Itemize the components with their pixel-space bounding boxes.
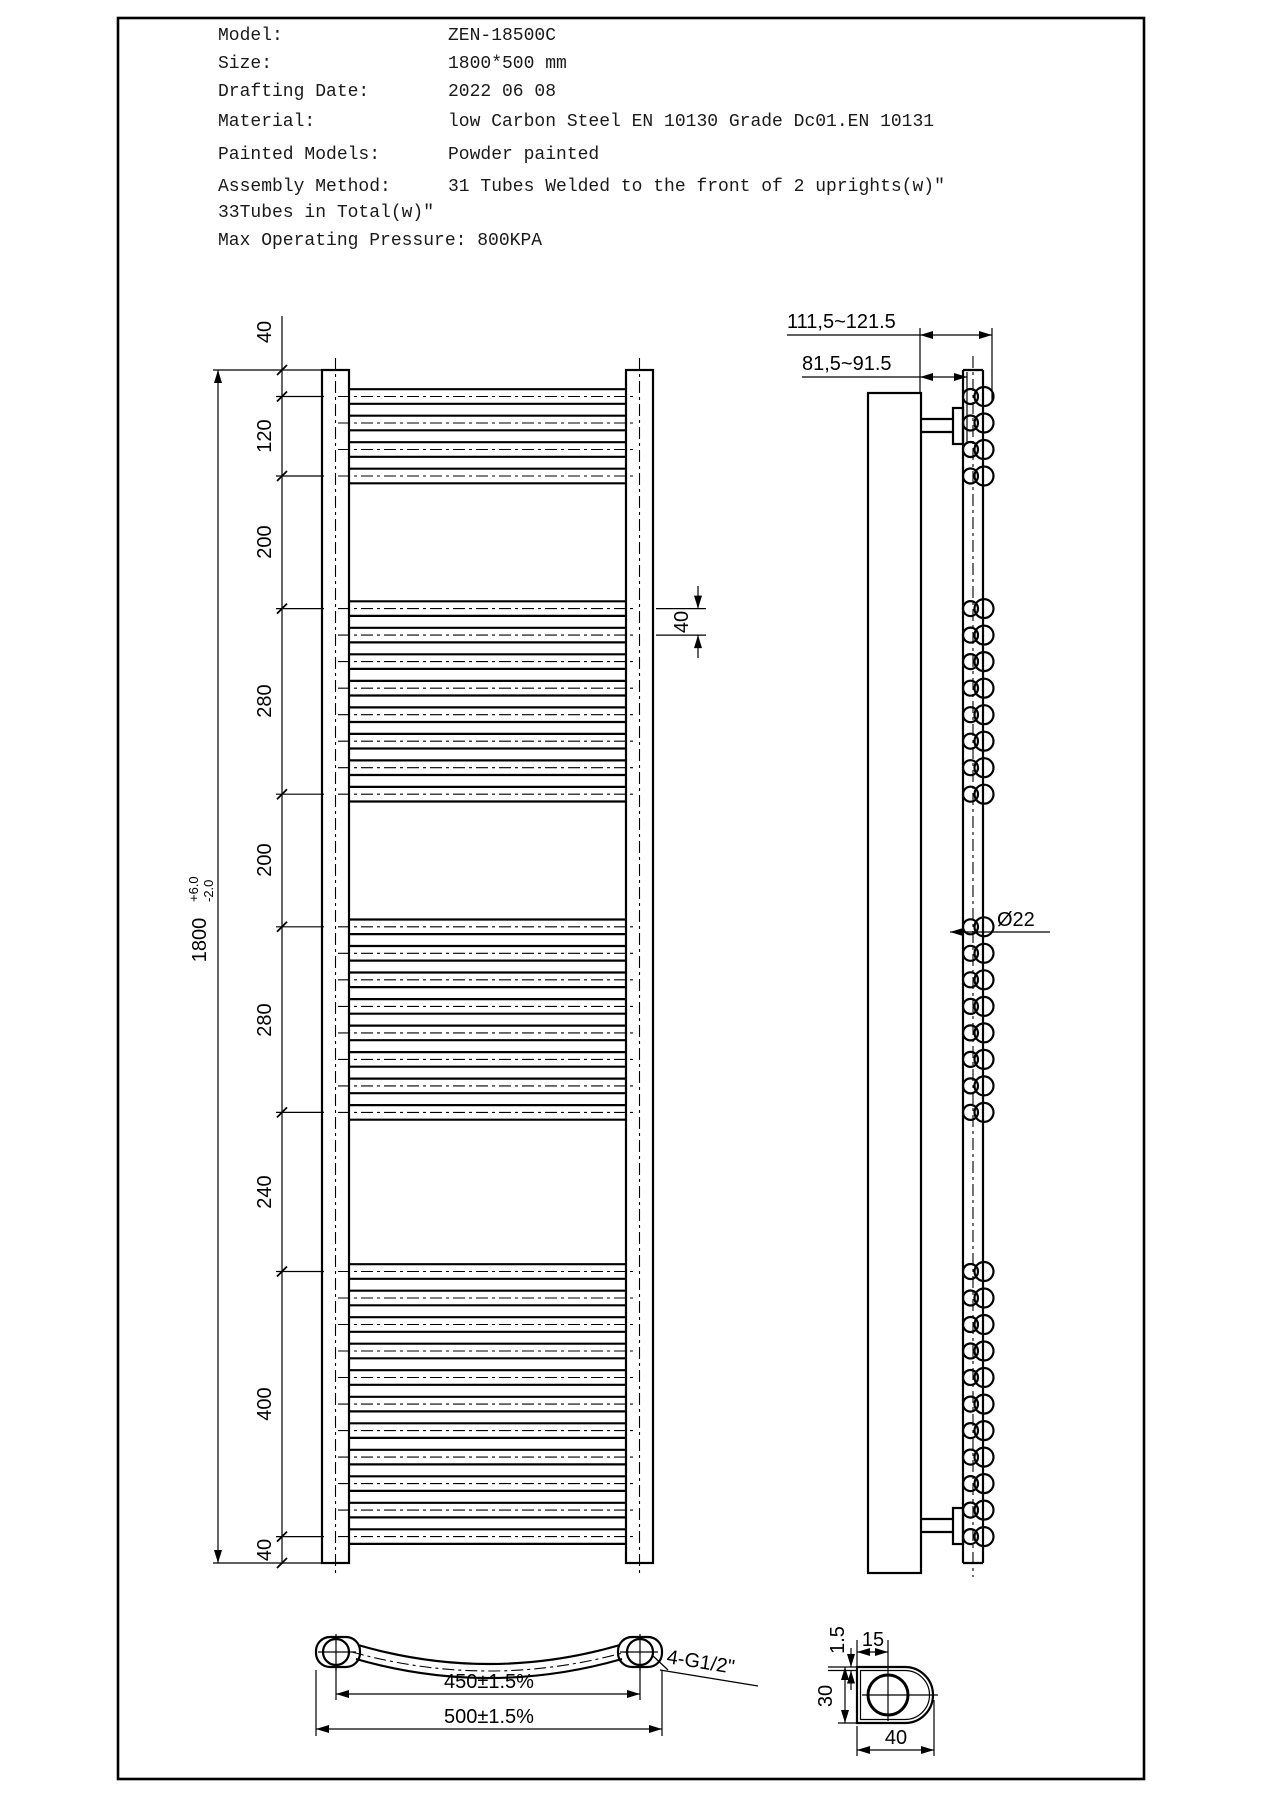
title-row-model [218,26,556,46]
max-pressure-text: Max Operating Pressure: 800KPA [218,231,543,251]
depth30-label: 30 [815,1684,837,1708]
chain-dim-200a: 200 [254,525,276,559]
depth-range-label: 111,5~121.5 [787,311,896,333]
chain-dim-280a: 280 [254,684,276,718]
bracket-range-label: 81,5~91.5 [802,353,892,375]
title-row-pressure [218,231,542,251]
chain-dim-200b: 200 [254,843,276,877]
assembly-label: Assembly Method: [218,177,391,197]
bottom-bracket [921,1508,963,1544]
overall-width-label: 500±1.5% [444,1706,534,1728]
title-row-total-tubes [218,203,434,223]
painted-value: Powder painted [448,145,600,165]
center-distance-dimension [336,1668,640,1700]
wall-thickness-dimension [827,1626,857,1690]
overall-height-label: 1800 [189,917,211,963]
tube-array-front [338,389,637,1544]
title-row-assembly [218,177,945,197]
center-offset-label: 15 [861,1629,885,1651]
tube-array-side [963,387,994,1546]
wall-thickness-label: 1.5 [827,1626,849,1654]
material-label: Material: [218,112,316,132]
top-bracket [921,408,963,444]
chain-dim-40-bottom: 40 [254,1538,276,1562]
tolerance-plus-label: +6.0 [186,876,201,902]
side-view [787,311,1050,1577]
tube-pitch-dimension [656,586,706,658]
date-label: Drafting Date: [218,82,370,102]
chain-dim-240: 240 [254,1175,276,1209]
title-row-date [218,82,556,102]
material-value: low Carbon Steel EN 10130 Grade Dc01.EN 10131 [448,112,935,132]
tolerance-minus-label: -2.0 [201,879,216,902]
sheet-border [118,18,1144,1779]
chain-dim-400: 400 [254,1387,276,1421]
chain-dim-40-top: 40 [254,320,276,344]
tube-pitch-label: 40 [671,610,693,634]
curved-tube-top-edge [358,1645,620,1664]
size-label: Size: [218,54,273,74]
wall-section [868,393,921,1573]
model-label: Model: [218,26,283,46]
front-view [186,316,706,1575]
tube-diameter-label: Ø22 [997,909,1035,931]
thread-label: 4-G1/2" [665,1646,737,1679]
center-offset-dimension [857,1629,888,1667]
title-row-size [218,54,567,74]
detail-view [815,1626,938,1756]
model-value: ZEN-18500C [448,26,557,46]
chain-dim-120: 120 [254,419,276,453]
size-value: 1800*500 mm [448,54,567,74]
total-tubes-text: 33Tubes in Total(w)" [218,203,435,223]
date-value: 2022 06 08 [448,82,557,102]
center-distance-label: 450±1.5% [444,1671,534,1693]
width40-dimension [857,1700,934,1756]
painted-label: Painted Models: [218,145,381,165]
title-row-painted [218,145,599,165]
thread-callout [652,1646,758,1686]
width40-label: 40 [884,1727,908,1749]
assembly-value: 31 Tubes Welded to the front of 2 uprights(w)" [448,177,945,197]
bracket-dimension [802,353,967,442]
title-row-material [218,112,934,132]
chain-dimension [254,316,324,1568]
chain-dim-280b: 280 [254,1003,276,1037]
top-view [316,1634,758,1736]
